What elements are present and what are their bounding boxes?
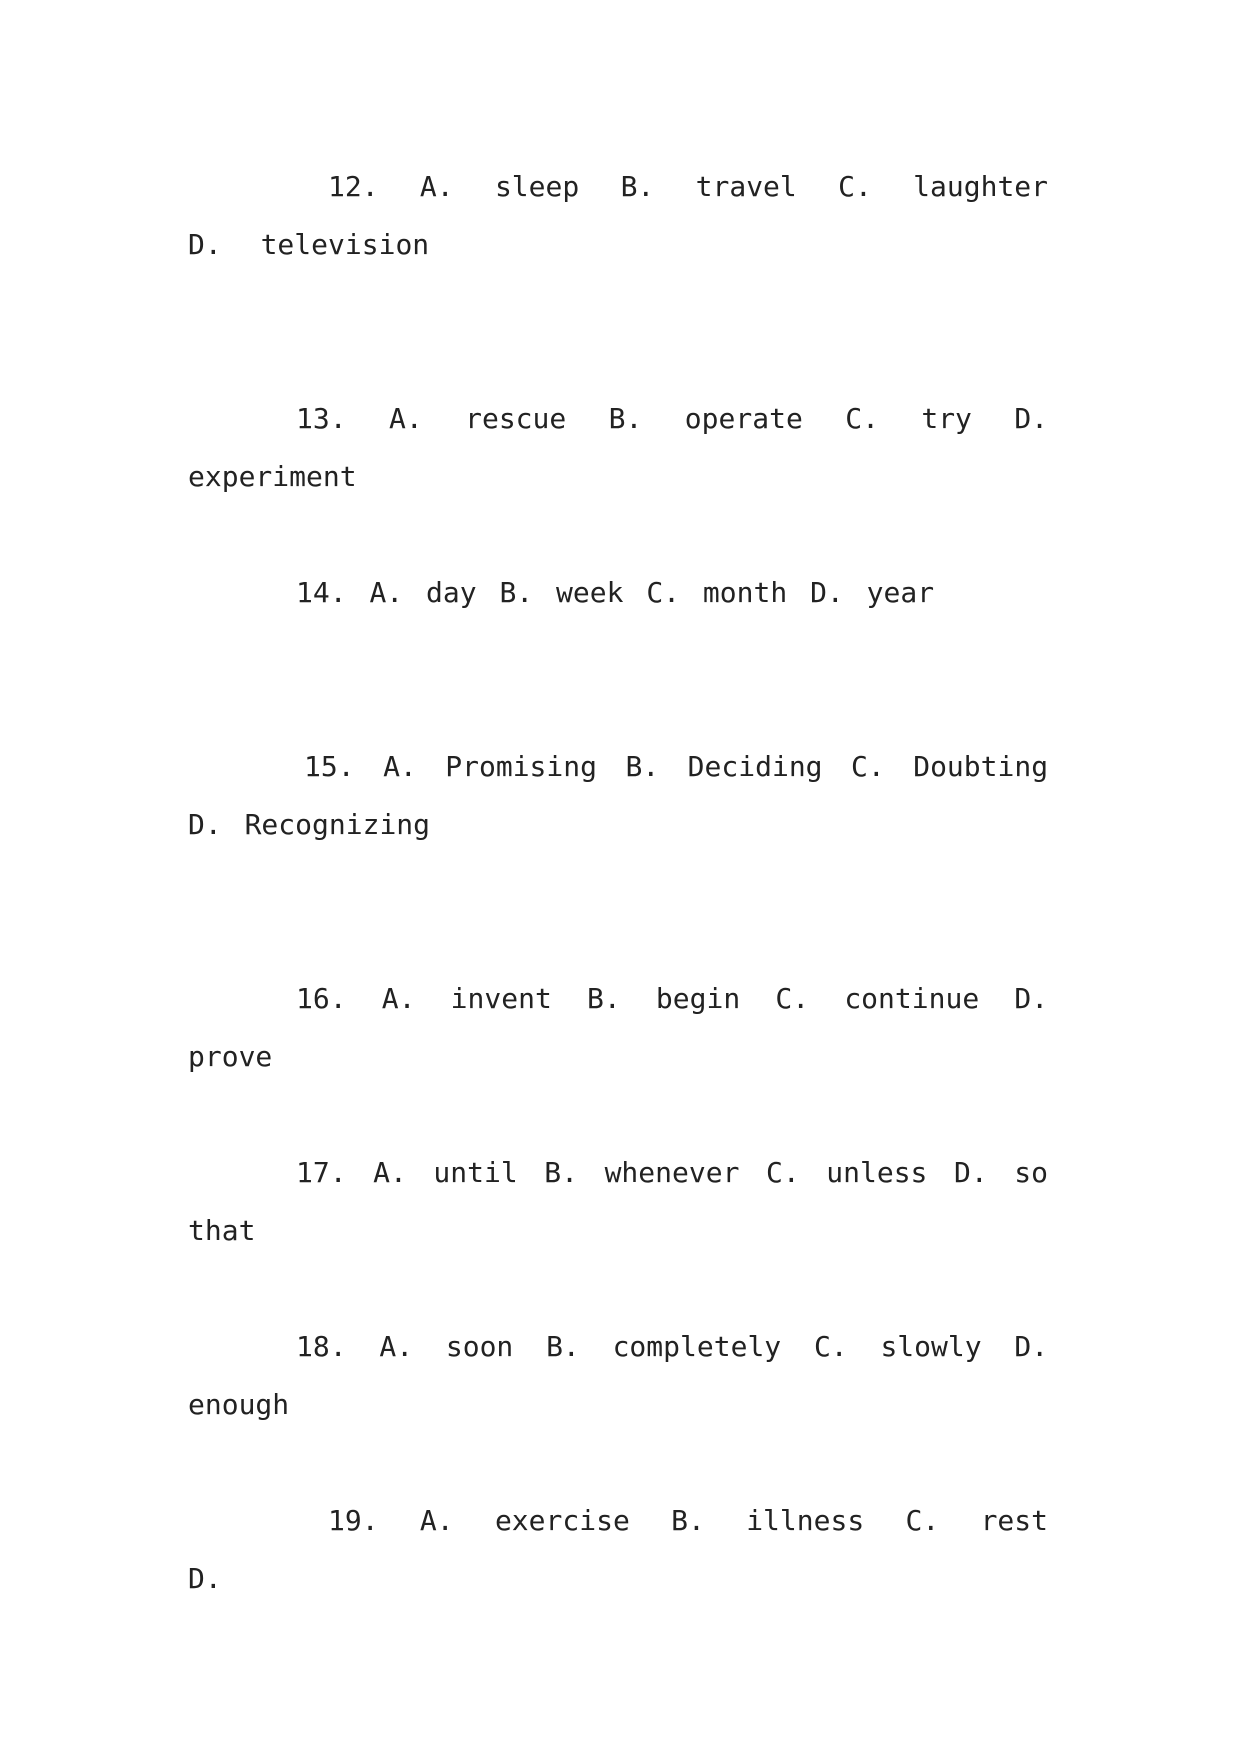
option-b-letter: B.	[544, 1156, 578, 1189]
option-b-text: illness	[746, 1504, 865, 1537]
option-c-text: laughter	[913, 170, 1049, 203]
option-d-letter: D.	[1014, 982, 1049, 1015]
question-number: 12.	[328, 170, 379, 203]
question-number: 14.	[296, 576, 347, 609]
option-b-letter: B.	[671, 1504, 705, 1537]
option-b-letter: B.	[608, 402, 643, 435]
option-d-text: so that	[188, 1156, 1048, 1247]
option-d-text: year	[866, 576, 935, 609]
question-17	[188, 1144, 1048, 1260]
option-a-letter: A.	[379, 1330, 414, 1363]
option-d-letter: D.	[810, 576, 844, 609]
question-19	[188, 1492, 1048, 1608]
question-16	[188, 970, 1048, 1086]
option-c-letter: C.	[813, 1330, 848, 1363]
option-a-text: soon	[445, 1330, 514, 1363]
option-c-letter: C.	[838, 170, 872, 203]
option-b-text: completely	[612, 1330, 782, 1363]
option-a-text: until	[433, 1156, 518, 1189]
option-b-text: whenever	[604, 1156, 740, 1189]
option-d-text: enough	[188, 1388, 290, 1421]
option-a-text: Promising	[445, 750, 597, 783]
question-number: 16.	[296, 982, 347, 1015]
option-b-letter: B.	[499, 576, 534, 609]
option-d-letter: D.	[188, 1562, 222, 1595]
question-number: 18.	[296, 1330, 347, 1363]
question-number: 17.	[296, 1156, 347, 1189]
question-13	[188, 390, 1048, 506]
option-d-letter: D.	[1014, 402, 1049, 435]
option-c-letter: C.	[845, 402, 879, 435]
option-c-letter: C.	[905, 1504, 940, 1537]
option-d-letter: D.	[188, 808, 222, 841]
option-d-text: experiment	[188, 460, 357, 493]
option-b-text: week	[556, 576, 624, 609]
option-d-text: prove	[188, 1040, 273, 1073]
option-d-letter: D.	[953, 1156, 988, 1189]
option-a-letter: A.	[388, 402, 423, 435]
option-a-letter: A.	[373, 1156, 407, 1189]
question-number: 19.	[328, 1504, 379, 1537]
question-18	[188, 1318, 1048, 1434]
option-b-text: travel	[695, 170, 797, 203]
option-a-text: invent	[450, 982, 552, 1015]
option-b-letter: B.	[546, 1330, 580, 1363]
option-a-text: exercise	[494, 1504, 630, 1537]
option-c-text: try	[921, 402, 972, 435]
option-d-text: television	[260, 228, 430, 261]
option-a-letter: A.	[369, 576, 404, 609]
question-12	[188, 158, 1048, 274]
option-b-text: Deciding	[687, 750, 823, 783]
option-d-letter: D.	[188, 228, 222, 261]
option-a-text: day	[426, 576, 477, 609]
question-14	[188, 564, 1048, 622]
option-c-text: continue	[844, 982, 980, 1015]
option-c-text: unless	[826, 1156, 928, 1189]
option-a-letter: A.	[419, 1504, 454, 1537]
option-c-letter: C.	[646, 576, 681, 609]
question-number: 15.	[304, 750, 355, 783]
question-15	[188, 738, 1048, 854]
option-d-letter: D.	[1014, 1330, 1049, 1363]
option-a-letter: A.	[381, 982, 416, 1015]
option-b-letter: B.	[620, 170, 655, 203]
option-b-letter: B.	[625, 750, 660, 783]
option-c-letter: C.	[775, 982, 810, 1015]
option-b-text: operate	[684, 402, 803, 435]
option-d-text: Recognizing	[244, 808, 431, 841]
option-b-text: begin	[655, 982, 741, 1015]
option-c-letter: C.	[765, 1156, 800, 1189]
option-a-letter: A.	[419, 170, 454, 203]
option-c-letter: C.	[851, 750, 885, 783]
option-a-text: rescue	[465, 402, 567, 435]
question-number: 13.	[296, 402, 347, 435]
option-b-letter: B.	[587, 982, 621, 1015]
option-c-text: Doubting	[913, 750, 1049, 783]
option-c-text: rest	[980, 1504, 1049, 1537]
option-a-letter: A.	[383, 750, 417, 783]
option-c-text: slowly	[880, 1330, 982, 1363]
option-c-text: month	[702, 576, 788, 609]
option-a-text: sleep	[494, 170, 580, 203]
